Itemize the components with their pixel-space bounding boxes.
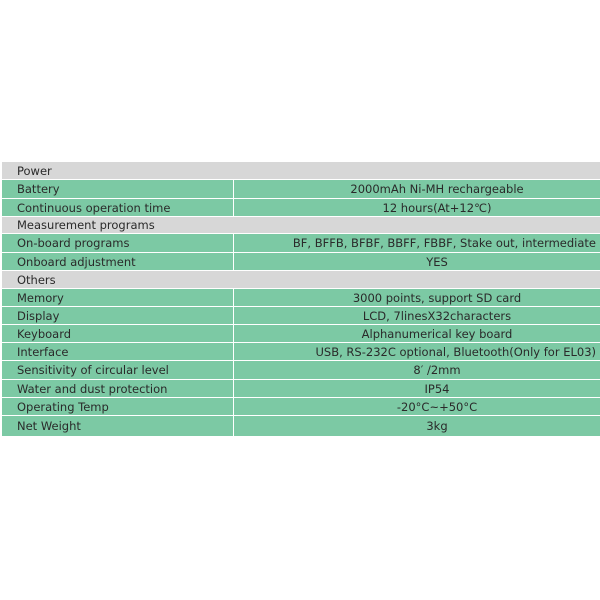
spec-value: YES <box>426 254 448 269</box>
spec-label: Interface <box>2 343 234 360</box>
spec-label: Water and dust protection <box>2 380 234 397</box>
spec-row-display <box>2 307 600 325</box>
spec-value: IP54 <box>424 381 450 396</box>
spec-value: LCD, 7linesX32characters <box>362 308 512 323</box>
section-header-measurement-programs <box>2 217 600 234</box>
section-header-others <box>2 271 600 289</box>
spec-table <box>2 162 600 437</box>
spec-label: Display <box>2 307 234 324</box>
spec-row-net-weight <box>2 416 600 437</box>
spec-value: 2000mAh Ni-MH rechargeable <box>350 182 524 196</box>
spec-row-memory <box>2 289 600 307</box>
spec-label: Continuous operation time <box>2 199 234 216</box>
section-header-power <box>2 162 600 180</box>
spec-row-continuous-operation-time <box>2 199 600 217</box>
spec-value: BF, BFFB, BFBF, BBFF, FBBF, Stake out, intermediate <box>292 236 596 250</box>
spec-row-water-and-dust-protection <box>2 380 600 398</box>
spec-label: Net Weight <box>2 416 234 436</box>
spec-row-interface <box>2 343 600 361</box>
spec-value: 3kg <box>426 419 448 433</box>
spec-row-keyboard <box>2 325 600 343</box>
spec-value: -20°C~+50°C <box>396 399 478 414</box>
spec-label: Operating Temp <box>2 398 234 415</box>
section-title: Others <box>17 272 56 287</box>
spec-row-onboard-adjustment <box>2 253 600 271</box>
spec-label: Battery <box>2 180 234 198</box>
spec-label: Memory <box>2 289 234 306</box>
spec-value: 12 hours(At+12℃) <box>382 200 492 215</box>
spec-row-battery <box>2 180 600 199</box>
spec-value: 8′ /2mm <box>413 363 461 377</box>
spec-label: Onboard adjustment <box>2 253 234 270</box>
spec-row-operating-temp <box>2 398 600 416</box>
section-title: Measurement programs <box>17 218 155 232</box>
spec-row-sensitivity-of-circular-level <box>2 361 600 380</box>
spec-value: Alphanumerical key board <box>361 326 513 341</box>
spec-row-on-board-programs <box>2 234 600 253</box>
spec-label: Keyboard <box>2 325 234 342</box>
spec-label: On-board programs <box>2 234 234 252</box>
section-title: Power <box>17 163 52 178</box>
spec-value: 3000 points, support SD card <box>352 290 522 305</box>
spec-value: USB, RS-232C optional, Bluetooth(Only for EL03) <box>315 344 596 359</box>
spec-label: Sensitivity of circular level <box>2 361 234 379</box>
